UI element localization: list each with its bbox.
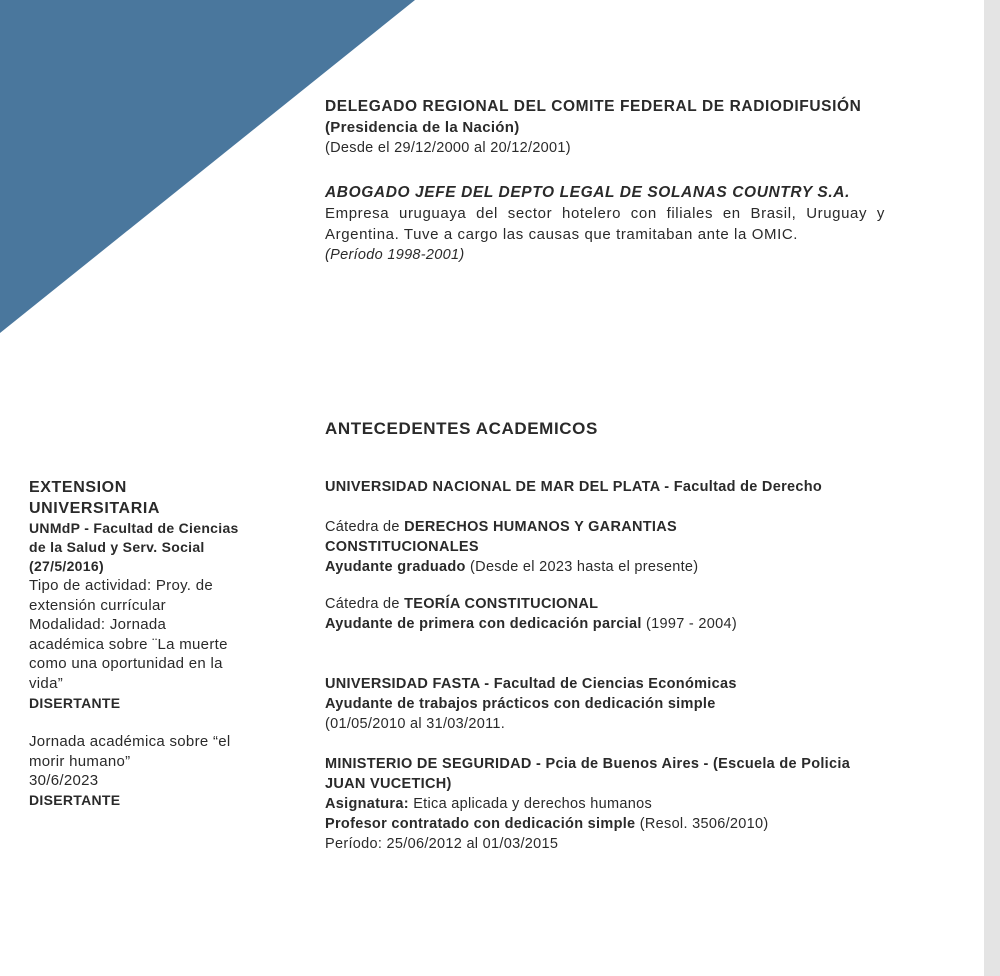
institution-title: UNIVERSIDAD FASTA - Facultad de Ciencias Económicas: [325, 676, 737, 692]
role-label: DISERTANTE: [29, 791, 121, 808]
experience-period: (Desde el 29/12/2000 al 20/12/2001): [325, 140, 571, 156]
catedra-name: TEORÍA CONSTITUCIONAL: [404, 596, 599, 612]
modality: Modalidad: Jornada académica sobre ¨La muerte como una oportunidad en la vida”: [29, 616, 228, 692]
resolution: (Resol. 3506/2010): [635, 816, 769, 832]
role-label: DISERTANTE: [29, 694, 121, 711]
subject-value: Etica aplicada y derechos humanos: [408, 796, 653, 812]
experience-title: DELEGADO REGIONAL DEL COMITE FEDERAL DE RADIODIFUSIÓN: [325, 98, 862, 115]
role-title: Ayudante de trabajos prácticos con dedicación simple: [325, 696, 716, 712]
experience-subtitle: (Presidencia de la Nación): [325, 119, 520, 136]
event-date: 30/6/2023: [29, 772, 99, 790]
role-period: (1997 - 2004): [641, 616, 737, 632]
experience-description: Empresa uruguaya del sector hotelero con filiales en Brasil, Uruguay y Argentina. Tuve a cargo las causas que tramitaban ante la OMIC.: [325, 205, 885, 243]
academic-entry-unmdp: [325, 477, 865, 634]
sidebar-subtitle: UNMdP - Facultad de Ciencias de la Salud y Serv. Social (27/5/2016): [29, 520, 239, 574]
role-title: Profesor contratado con dedicación simple: [325, 816, 636, 832]
sidebar-title: EXTENSION UNIVERSITARIA: [29, 479, 161, 517]
subject-label: Asignatura:: [325, 796, 409, 812]
role-period: (Desde el 2023 hasta el presente): [465, 559, 699, 575]
role-period: Período: 25/06/2012 al 01/03/2015: [325, 836, 559, 852]
role-title: Ayudante graduado: [325, 559, 466, 575]
activity-type: Tipo de actividad: Proy. de extensión currícular: [29, 577, 214, 614]
institution-title: MINISTERIO DE SEGURIDAD - Pcia de Buenos Aires - (Escuela de Policia JUAN VUCETICH): [325, 756, 851, 792]
catedra-name: DERECHOS HUMANOS Y GARANTIAS CONSTITUCIONALES: [325, 519, 677, 555]
academic-entry-ministerio: [325, 754, 860, 854]
experience-title: ABOGADO JEFE DEL DEPTO LEGAL DE SOLANAS COUNTRY S.A.: [325, 184, 850, 201]
academic-entry-fasta: [325, 674, 865, 734]
page-edge-strip: [984, 0, 1000, 976]
experience-entry: [325, 96, 885, 159]
catedra-prefix: Cátedra de: [325, 519, 405, 535]
role-title: Ayudante de primera con dedicación parcial: [325, 616, 642, 632]
experience-period: (Período 1998-2001): [325, 247, 465, 263]
role-period: (01/05/2010 al 31/03/2011.: [325, 716, 506, 732]
sidebar-extension: [29, 478, 264, 811]
institution-title: UNIVERSIDAD NACIONAL DE MAR DEL PLATA - Facultad de Derecho: [325, 479, 823, 495]
section-title: ANTECEDENTES ACADEMICOS: [325, 419, 598, 438]
experience-entry: [325, 182, 885, 266]
catedra-prefix: Cátedra de: [325, 596, 405, 612]
event-description: Jornada académica sobre “el morir humano”: [29, 733, 231, 770]
experience-section: [325, 96, 885, 266]
